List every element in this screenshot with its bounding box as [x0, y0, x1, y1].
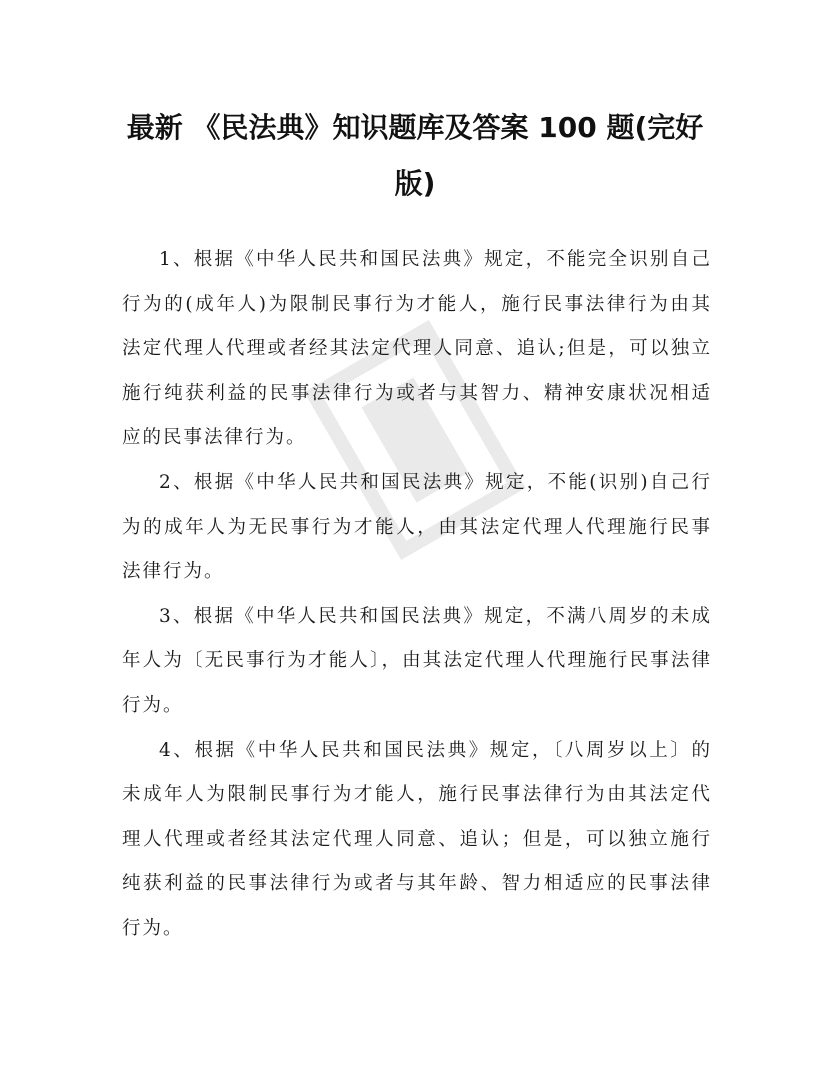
question-paragraph-2: 2、根据《中华人民共和国民法典》规定，不能(识别)自己行为的成年人为无民事行为才能人，由其法定代理人代理施行民事法律行为。: [122, 471, 712, 583]
question-paragraph-4: 4、根据《中华人民共和国民法典》规定，〔八周岁以上〕的未成年人为限制民事行为才能人，施行民事法律行为由其法定代理人代理或者经其法定代理人同意、追认；但是，可以独立施行纯获利益的民事法律行为或者与其年龄、智力相适应的民事法律行为。: [122, 739, 712, 939]
question-paragraph-1: 1、根据《中华人民共和国民法典》规定，不能完全识别自己行为的(成年人)为限制民事行为才能人，施行民事法律行为由其法定代理人代理或者经其法定代理人同意、追认;但是，可以独立施行纯获利益的民事法律行为或者与其智力、精神安康状况相适应的民事法律行为。: [122, 249, 712, 449]
document-body: [122, 238, 712, 952]
document-title: 最新 《民法典》知识题库及答案 100 题(完好版): [126, 111, 704, 200]
question-paragraph-3: 3、根据《中华人民共和国民法典》规定，不满八周岁的未成年人为〔无民事行为才能人〕，由其法定代理人代理施行民事法律行为。: [122, 605, 712, 716]
